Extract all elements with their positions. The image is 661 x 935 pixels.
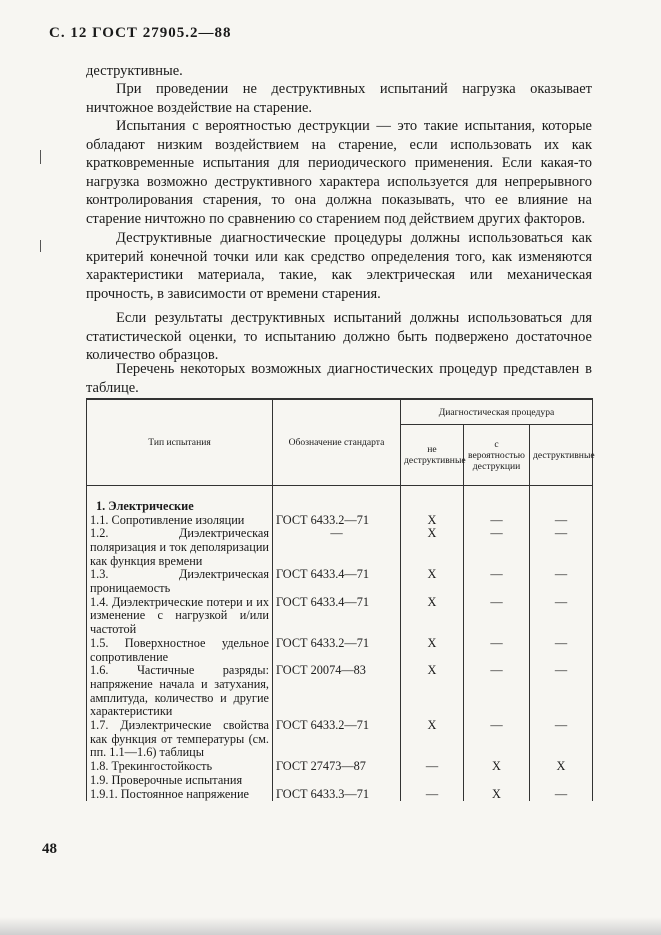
paragraph-0: деструктивные. xyxy=(86,63,183,79)
table-row xyxy=(87,664,593,719)
cell-nondestructive: X xyxy=(401,719,464,760)
header-nondestructive: не деструктивные xyxy=(401,425,464,486)
table-row xyxy=(87,719,593,760)
cell-nondestructive xyxy=(401,486,464,514)
cell-destructive xyxy=(530,774,593,788)
scan-edge xyxy=(0,917,661,935)
table-row xyxy=(87,527,593,568)
cell-standard xyxy=(273,774,401,788)
cell-probable: — xyxy=(464,514,530,528)
cell-destructive: — xyxy=(530,527,593,568)
paragraph-1: При проведении не деструктивных испытаний нагрузка оказывает ничтожное воздействие на старение. xyxy=(86,81,592,116)
cell-destructive: X xyxy=(530,760,593,774)
test-type-text: 1.1. Сопротивление изоляции xyxy=(90,512,245,527)
table-row xyxy=(87,514,593,528)
cell-probable: — xyxy=(464,596,530,637)
cell-standard: ГОСТ 6433.2—71 xyxy=(273,719,401,760)
table-row xyxy=(87,637,593,664)
header-type: Тип испытания xyxy=(87,399,273,486)
cell-nondestructive: X xyxy=(401,527,464,568)
paragraph-5: Перечень некоторых возможных диагностических процедур представлен в таблице. xyxy=(86,361,592,396)
cell-probable: — xyxy=(464,637,530,664)
cell-probable xyxy=(464,486,530,514)
cell-nondestructive: X xyxy=(401,568,464,595)
cell-nondestructive: X xyxy=(401,664,464,719)
cell-nondestructive: X xyxy=(401,514,464,528)
table-row xyxy=(87,568,593,595)
margin-mark xyxy=(40,240,41,252)
cell-test-type xyxy=(87,514,273,528)
header-diagnostic-procedure: Диагностическая процедура xyxy=(401,399,593,425)
cell-destructive: — xyxy=(530,514,593,528)
cell-probable: — xyxy=(464,568,530,595)
cell-standard: ГОСТ 6433.4—71 xyxy=(273,568,401,595)
cell-standard: ГОСТ 6433.2—71 xyxy=(273,637,401,664)
cell-nondestructive: — xyxy=(401,788,464,802)
cell-test-type xyxy=(87,527,273,568)
paragraph-2: Испытания с вероятностью деструкции — это такие испытания, которые обладают низким воздействием на старение, если использовать их как кратковременные испытания для периодического применения. Если какая-то нагрузка возможно деструктивного характера используется для непрерывного контролирования старения, то она должна показывать, что ее влияние на старение ничтожно по сравнению со старением под действием других факторов. xyxy=(86,118,592,227)
header-standard: Обозначение стандарта xyxy=(273,399,401,486)
table-row xyxy=(87,486,593,514)
cell-test-type xyxy=(87,774,273,788)
test-type-text: 1.9.1. Постоянное напряжение xyxy=(90,786,249,801)
cell-destructive: — xyxy=(530,664,593,719)
cell-destructive: — xyxy=(530,719,593,760)
cell-probable: — xyxy=(464,664,530,719)
cell-standard: ГОСТ 6433.2—71 xyxy=(273,514,401,528)
test-type-text: 1.3. Диэлектрическая проницаемость xyxy=(90,567,269,596)
cell-standard: ГОСТ 6433.4—71 xyxy=(273,596,401,637)
cell-destructive: — xyxy=(530,596,593,637)
table-row xyxy=(87,760,593,774)
margin-mark xyxy=(40,150,41,164)
table-row xyxy=(87,596,593,637)
diagnostic-procedures-table xyxy=(86,398,593,801)
table-row xyxy=(87,788,593,802)
test-type-text: 1.6. Частичные разряды: напряжение начала и затухания, амплитуда, количество и другие характеристики xyxy=(90,663,269,719)
test-type-text: 1.5. Поверхностное удельное сопротивление xyxy=(90,635,269,664)
header-destructive: деструктивные xyxy=(530,425,593,486)
cell-nondestructive: — xyxy=(401,760,464,774)
cell-probable: X xyxy=(464,788,530,802)
test-type-text: 1.2. Диэлектрическая поляризация и ток деполяризации как функция времени xyxy=(90,526,269,568)
page-number: 48 xyxy=(42,841,57,857)
cell-nondestructive xyxy=(401,774,464,788)
cell-standard: ГОСТ 6433.3—71 xyxy=(273,788,401,802)
table-row xyxy=(87,774,593,788)
cell-probable xyxy=(464,774,530,788)
cell-probable: X xyxy=(464,760,530,774)
cell-test-type xyxy=(87,788,273,802)
test-type-text: 1.9. Проверочные испытания xyxy=(90,772,243,787)
cell-standard xyxy=(273,486,401,514)
page-header: С. 12 ГОСТ 27905.2—88 xyxy=(49,25,232,41)
cell-test-type xyxy=(87,719,273,760)
cell-destructive: — xyxy=(530,568,593,595)
test-type-text: 1.8. Трекингостойкость xyxy=(90,759,213,774)
cell-standard: — xyxy=(273,527,401,568)
cell-nondestructive: X xyxy=(401,637,464,664)
header-probable-destruction: с вероятностью деструкции xyxy=(464,425,530,486)
cell-standard: ГОСТ 27473—87 xyxy=(273,760,401,774)
cell-destructive xyxy=(530,486,593,514)
cell-test-type xyxy=(87,596,273,637)
table-body xyxy=(87,486,593,802)
cell-destructive: — xyxy=(530,637,593,664)
test-type-text: 1. Электрические xyxy=(96,498,194,513)
cell-test-type xyxy=(87,486,273,514)
paragraph-3: Деструктивные диагностические процедуры должны использоваться как критерий конечной точки или как средство определения того, как изменяются характеристики материала, такие, как электрическая или механическая прочность, в зависимости от времени старения. xyxy=(86,230,592,302)
cell-test-type xyxy=(87,664,273,719)
cell-test-type xyxy=(87,760,273,774)
cell-test-type xyxy=(87,568,273,595)
cell-destructive: — xyxy=(530,788,593,802)
test-type-text: 1.4. Диэлектрические потери и их изменение с нагрузкой и/или частотой xyxy=(90,594,269,637)
cell-probable: — xyxy=(464,719,530,760)
paragraph-4: Если результаты деструктивных испытаний должны использоваться для статистической оценки, то испытанию должно быть подвержено достаточное количество образцов. xyxy=(86,310,592,364)
test-type-text: 1.7. Диэлектрические свойства как функция от температуры (см. пп. 1.1—1.6) таблицы xyxy=(90,718,269,760)
cell-standard: ГОСТ 20074—83 xyxy=(273,664,401,719)
cell-probable: — xyxy=(464,527,530,568)
cell-nondestructive: X xyxy=(401,596,464,637)
cell-test-type xyxy=(87,637,273,664)
